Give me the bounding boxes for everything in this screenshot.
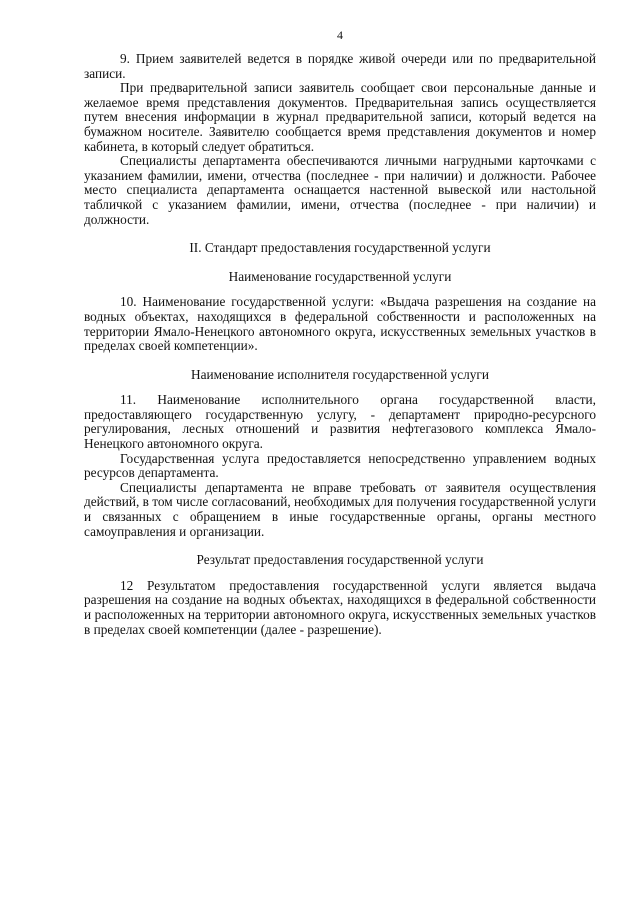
paragraph-12-service-result: 12 Результатом предоставления государственной услуги является выдача разрешения на создание на водных объектах, находящихся в федеральной собственности и расположенных на территории автономного округа, искусственных земельных участков в пределах своей компетенции (далее - разрешение). [84, 577, 596, 637]
subsection-heading-service-name: Наименование государственной услуги [228, 268, 452, 284]
paragraph-9-reception-order: 9. Прием заявителей ведется в порядке живой очереди или по предварительной записи. [84, 51, 596, 81]
subsection-heading-service-result: Результат предоставления государственной услуги [196, 552, 484, 568]
paragraph-11-executor-name: 11. Наименование исполнительного органа государственной власти, предоставляющего государственную услугу, - департамент природно-ресурсного регулирования, лесных отношений и развития нефтегазового комплекса Ямало-Ненецкого автономного округа. [84, 392, 596, 452]
paragraph-specialist-badges: Специалисты департамента обеспечиваются личными нагрудными карточками с указанием фамилии, имени, отчества (последнее - при наличии) и должности. Рабочее место специалиста департамента оснащается настенной вывеской или настольной табличкой с указанием фамилии, имени, отчества (последнее - при наличии) и должности. [84, 153, 596, 227]
paragraph-water-resources-office: Государственная услуга предоставляется непосредственно управлением водных ресурсов департамента. [84, 450, 596, 481]
paragraph-preliminary-appointment: При предварительной записи заявитель сообщает свои персональные данные и желаемое время представления документов. Предварительная запись осуществляется путем внесения информации в журнал предварительной записи, который ведется на бумажном носителе. Заявителю сообщается время представления документов и номер кабинета, в который следует обратиться. [84, 80, 596, 154]
page-number: 4 [337, 28, 343, 42]
section-title: II. Стандарт предоставления государственной услуги [189, 240, 491, 256]
subsection-heading-service-executor: Наименование исполнителя государственной услуги [191, 366, 489, 382]
paragraph-10-service-name: 10. Наименование государственной услуги: «Выдача разрешения на создание на водных объектах, находящихся в федеральной собственности и расположенных на территории Ямало-Ненецкого автономного округа, искусственных земельных участков в пределах своей компетенции». [84, 294, 596, 354]
paragraph-specialist-restrictions: Специалисты департамента не вправе требовать от заявителя осуществления действий, в том числе согласований, необходимых для получения государственной услуги и связанных с обращением в иные государственные органы, органы местного самоуправления и организации. [84, 479, 597, 539]
